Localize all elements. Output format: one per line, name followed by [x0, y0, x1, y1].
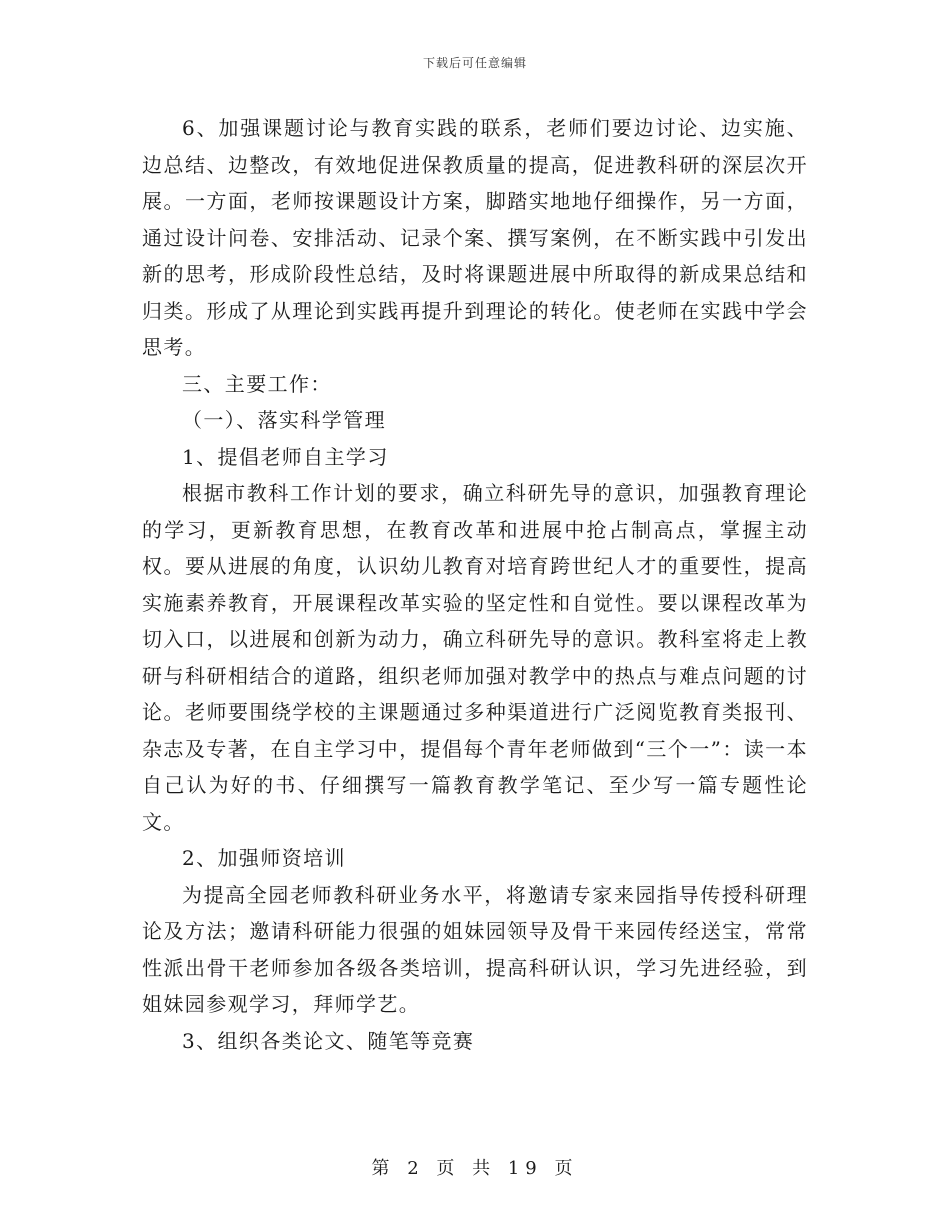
item-heading-training: 2、加强师资培训: [182, 846, 346, 870]
item-heading-competitions: 3、组织各类论文、随笔等竞赛: [182, 1028, 475, 1053]
page-number: 第 2 页 共 19 页: [371, 1158, 579, 1179]
paragraph-training: 为提高全园老师教科研业务水平，将邀请专家来园指导传授科研理论及方法；邀请科研能力很强的姐妹园领导及骨干来园传经送宝，常常性派出骨干老师参加各级各类培训，提高科研认识，学习先进经验，到姐妹园参观学习，拜师学艺。: [142, 882, 808, 1016]
section-heading-main-work: 三、主要工作：: [182, 371, 332, 396]
document-body: [142, 110, 808, 1059]
paragraph-self-study: 根据市教科工作计划的要求，确立科研先导的意识，加强教育理论的学习，更新教育思想，在教育改革和进展中抢占制高点，掌握主动权。要从进展的角度，认识幼儿教育对培育跨世纪人才的重要性，提高实施素养教育，开展课程改革实验的坚定性和自觉性。要以课程改革为切入口，以进展和创新为动力，确立科研先导的意识。教科室将走上教研与科研相结合的道路，组织老师加强对教学中的热点与难点问题的讨论。老师要围绕学校的主课题通过多种渠道进行广泛阅览教育类报刊、杂志及专著，在自主学习中，提倡每个青年老师做到“三个一”：读一本自己认为好的书、仔细撰写一篇教育教学笔记、至少写一篇专题性论文。: [142, 481, 808, 834]
paragraph-item-6: 6、加强课题讨论与教育实践的联系，老师们要边讨论、边实施、边总结、边整改，有效地促进保教质量的提高，促进教科研的深层次开展。一方面，老师按课题设计方案，脚踏实地地仔细操作，另一方面，通过设计问卷、安排活动、记录个案、撰写案例，在不断实践中引发出新的思考，形成阶段性总结，及时将课题进展中所取得的新成果总结和归类。形成了从理论到实践再提升到理论的转化。使老师在实践中学会思考。: [142, 116, 808, 359]
item-heading-self-study: 1、提倡老师自主学习: [182, 444, 389, 469]
page-header: 下载后可任意编辑: [422, 56, 527, 70]
subsection-heading-management: （一）、落实科学管理: [182, 408, 386, 432]
